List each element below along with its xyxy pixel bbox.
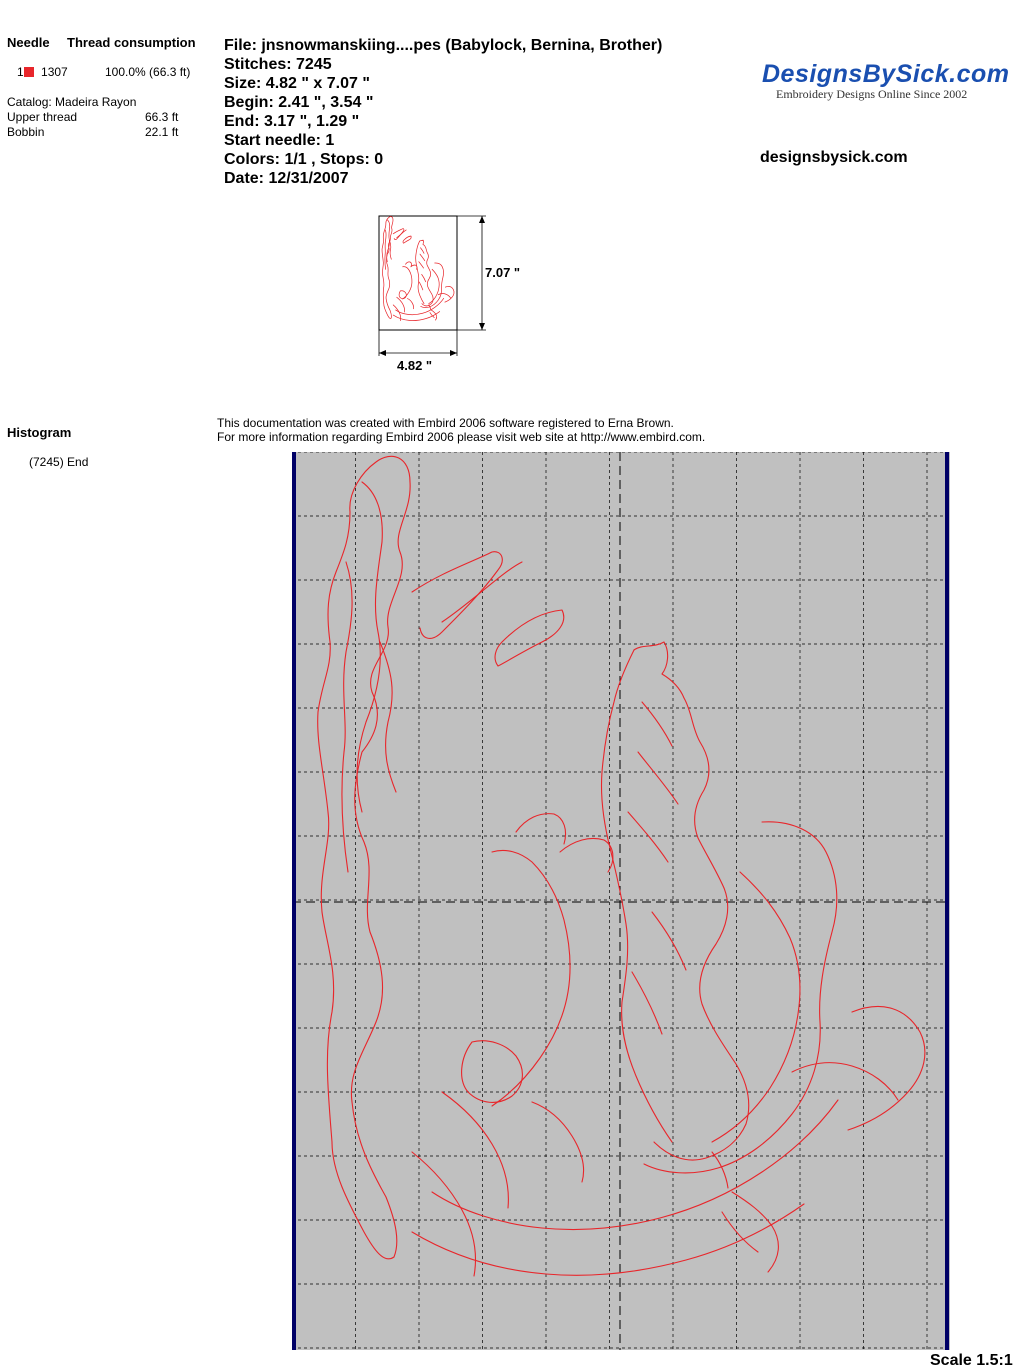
brand-logo [762, 60, 1010, 89]
design-preview [292, 452, 950, 1350]
design-date: Date: 12/31/2007 [224, 170, 349, 187]
thread-consumption-header: Thread consumption [67, 35, 196, 50]
height-dimension-label: 7.07 " [485, 265, 521, 280]
end-point: End: 3.17 ", 1.29 " [224, 113, 360, 130]
upper-thread-value: 66.3 ft [145, 110, 179, 124]
histogram-title: Histogram [7, 425, 72, 440]
begin-point: Begin: 2.41 ", 3.54 " [224, 94, 374, 111]
software-note-1: This documentation was created with Embird 2006 software registered to Erna Brown. [217, 416, 674, 430]
scale-label: Scale 1.5:1 [930, 1352, 1013, 1369]
file-info [224, 36, 662, 188]
histogram-entry: (7245) End [29, 455, 89, 469]
needle-number: 1 [17, 65, 24, 79]
upper-thread-label: Upper thread [7, 110, 78, 124]
logo-tagline: Embroidery Designs Online Since 2002 [776, 87, 968, 101]
thread-consumption-value: 100.0% (66.3 ft) [105, 65, 191, 79]
needle-header: Needle [7, 35, 50, 50]
design-size: Size: 4.82 " x 7.07 " [224, 75, 370, 92]
design-thumbnail [376, 214, 496, 364]
bobbin-value: 22.1 ft [145, 125, 179, 139]
logo-brand-text: DesignsBySick.com [762, 60, 1010, 88]
software-note-2: For more information regarding Embird 2006 please visit web site at http://www.embird.com. [217, 430, 706, 444]
thread-color-swatch [24, 67, 34, 77]
width-dimension-label: 4.82 " [397, 358, 433, 373]
file-name: File: jnsnowmanskiing....pes (Babylock, Bernina, Brother) [224, 37, 663, 54]
catalog-label: Catalog: Madeira Rayon [7, 95, 137, 109]
bobbin-label: Bobbin [7, 125, 45, 139]
thread-row [17, 65, 68, 79]
stitch-count: Stitches: 7245 [224, 56, 332, 73]
thread-code: 1307 [41, 65, 68, 79]
start-needle: Start needle: 1 [224, 132, 335, 149]
colors-stops: Colors: 1/1 , Stops: 0 [224, 151, 384, 168]
site-url: designsbysick.com [760, 149, 908, 166]
